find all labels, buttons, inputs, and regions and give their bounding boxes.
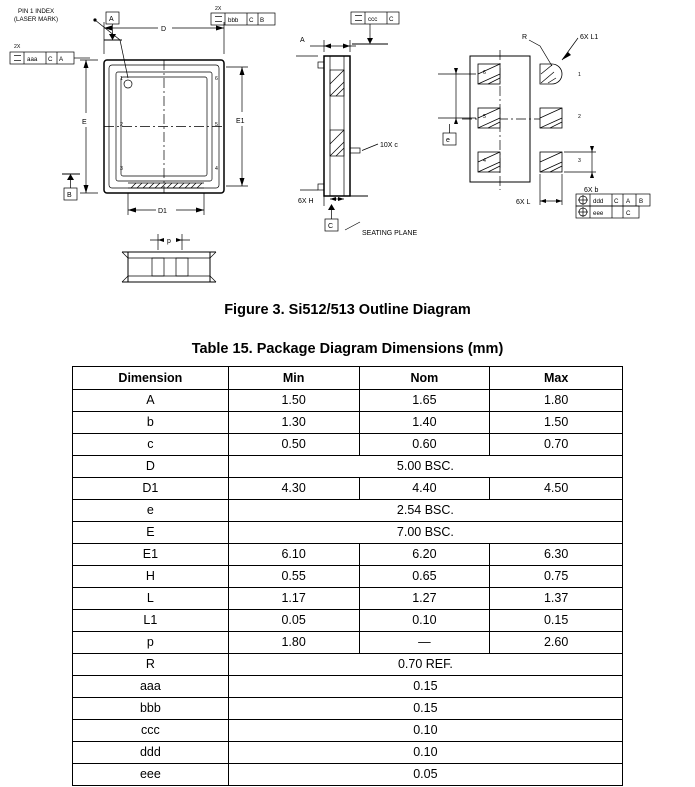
table-header-row — [73, 367, 623, 390]
cell-max: 4.50 — [490, 478, 623, 500]
fcf-bbb-value: bbb — [228, 17, 239, 24]
end-view-body — [128, 252, 210, 282]
table-row — [73, 544, 623, 566]
dimension-R — [522, 34, 552, 66]
table-row — [73, 610, 623, 632]
dimension-D-label: D — [161, 26, 167, 33]
cell-max: 2.60 — [490, 632, 623, 654]
land-pattern-view — [438, 34, 650, 218]
fcf-bbb-datum-c: C — [249, 17, 254, 24]
column-header-max: Max — [490, 367, 623, 390]
dimension-6x-b — [564, 146, 599, 194]
pin1-index-label-line2: (LASER MARK) — [14, 16, 59, 23]
table-row — [73, 764, 623, 786]
table-row — [73, 390, 623, 412]
datum-a-top — [104, 12, 122, 40]
cell-min: 0.55 — [228, 566, 359, 588]
dimension-10x-c-label: 10X c — [380, 142, 398, 149]
cell-min: 1.50 — [228, 390, 359, 412]
plan-pin-number-5: 5 — [215, 122, 218, 128]
cell-dimension: b — [73, 412, 229, 434]
cell-nom: 0.10 — [359, 610, 490, 632]
dimension-e-label: e — [446, 137, 450, 144]
cell-dimension: bbb — [73, 698, 229, 720]
cell-value-span: 0.05 — [228, 764, 622, 786]
cell-value-span: 5.00 BSC. — [228, 456, 622, 478]
cell-min: 0.50 — [228, 434, 359, 456]
table-row — [73, 478, 623, 500]
figure-caption: Figure 3. Si512/513 Outline Diagram — [224, 302, 471, 318]
fcf-ddd-datum-c: C — [614, 198, 619, 205]
dimension-E-label: E — [82, 119, 87, 126]
fcf-bbb-datum-b: B — [260, 17, 265, 24]
fcf-eee-value: eee — [593, 210, 604, 217]
cell-dimension: R — [73, 654, 229, 676]
cell-dimension: p — [73, 632, 229, 654]
seating-plane-datum-letter: C — [328, 223, 334, 230]
dimension-D1-label: D1 — [158, 208, 167, 215]
land-pad-number-6: 6 — [483, 70, 486, 76]
land-pad-number-3: 3 — [578, 158, 581, 164]
dimension-6x-L-label: 6X L — [516, 199, 531, 206]
dimension-6x-L1 — [562, 34, 598, 60]
cell-nom: — — [359, 632, 490, 654]
cell-nom: 6.20 — [359, 544, 490, 566]
dimension-p — [150, 233, 190, 250]
cell-nom: 0.65 — [359, 566, 490, 588]
cell-value-span: 0.70 REF. — [228, 654, 622, 676]
dimension-R-label: R — [522, 34, 528, 41]
land-pad-3 — [540, 152, 562, 172]
fcf-ccc-value: ccc — [368, 16, 378, 23]
land-pads — [478, 64, 562, 172]
dimension-10x-c — [362, 142, 398, 151]
table-row — [73, 412, 623, 434]
cell-nom: 1.27 — [359, 588, 490, 610]
pin1-index-leader-dot — [93, 18, 96, 21]
column-header-nom: Nom — [359, 367, 490, 390]
seating-plane-group — [325, 204, 417, 237]
cell-dimension: ccc — [73, 720, 229, 742]
plan-view — [10, 6, 275, 216]
cell-dimension: A — [73, 390, 229, 412]
cell-value-span: 0.15 — [228, 676, 622, 698]
fcf-aaa-block — [10, 44, 90, 64]
dimension-A-side-label: A — [300, 37, 305, 44]
column-header-dimension: Dimension — [73, 367, 229, 390]
dimension-p-label: p — [167, 238, 171, 245]
table-row — [73, 456, 623, 478]
cell-nom: 4.40 — [359, 478, 490, 500]
cell-min: 1.17 — [228, 588, 359, 610]
table-row — [73, 522, 623, 544]
table-body — [73, 390, 623, 786]
table-row — [73, 632, 623, 654]
plan-pin-number-3: 3 — [120, 166, 123, 172]
outline-diagram-svg — [0, 0, 695, 295]
cell-dimension: L1 — [73, 610, 229, 632]
table-row — [73, 500, 623, 522]
cell-value-span: 0.10 — [228, 720, 622, 742]
cell-min: 1.30 — [228, 412, 359, 434]
cell-dimension: L — [73, 588, 229, 610]
table-caption: Table 15. Package Diagram Dimensions (mm) — [191, 341, 504, 357]
pin1-index-label-line1: PIN 1 INDEX — [18, 8, 55, 15]
cell-dimension: eee — [73, 764, 229, 786]
table-row — [73, 676, 623, 698]
table-row — [73, 654, 623, 676]
land-pad-5 — [478, 108, 500, 128]
plan-pin-number-4: 4 — [215, 166, 218, 172]
dimension-A-side — [296, 37, 356, 56]
cell-nom: 1.40 — [359, 412, 490, 434]
dimension-6x-H-label: 6X H — [298, 198, 314, 205]
cell-dimension: aaa — [73, 676, 229, 698]
cell-max: 1.50 — [490, 412, 623, 434]
cell-dimension: D1 — [73, 478, 229, 500]
cell-value-span: 7.00 BSC. — [228, 522, 622, 544]
fcf-eee-datum: C — [626, 210, 631, 217]
dimension-6x-L1-label: 6X L1 — [580, 34, 599, 41]
fcf-aaa-value: aaa — [27, 56, 38, 63]
cell-max: 0.15 — [490, 610, 623, 632]
cell-max: 1.80 — [490, 390, 623, 412]
cell-min: 6.10 — [228, 544, 359, 566]
land-pad-number-5: 5 — [483, 114, 486, 120]
table-row — [73, 720, 623, 742]
cell-max: 1.37 — [490, 588, 623, 610]
dimension-E1 — [226, 67, 252, 186]
cell-min: 0.05 — [228, 610, 359, 632]
label-2x-top: 2X — [215, 6, 222, 12]
column-header-min: Min — [228, 367, 359, 390]
cell-min: 1.80 — [228, 632, 359, 654]
end-view-feature-right — [176, 258, 188, 276]
land-pad-number-2: 2 — [578, 114, 581, 120]
cell-nom: 1.65 — [359, 390, 490, 412]
cell-max: 0.70 — [490, 434, 623, 456]
end-view-p — [122, 233, 216, 282]
side-view — [296, 12, 417, 237]
cell-dimension: E — [73, 522, 229, 544]
cell-value-span: 2.54 BSC. — [228, 500, 622, 522]
cell-value-span: 0.15 — [228, 698, 622, 720]
plan-pin-number-6: 6 — [215, 76, 218, 82]
table-row — [73, 742, 623, 764]
cell-dimension: D — [73, 456, 229, 478]
datum-b-bottom — [62, 174, 80, 200]
package-dimensions-table-wrap — [72, 366, 623, 786]
dimension-E — [79, 60, 98, 193]
cell-dimension: E1 — [73, 544, 229, 566]
fcf-bbb-block — [211, 6, 275, 25]
plan-pin-number-1: 1 — [120, 76, 123, 82]
land-pad-6 — [478, 64, 500, 84]
cell-dimension: ddd — [73, 742, 229, 764]
bottom-edge-hatching — [128, 183, 204, 188]
table-row — [73, 566, 623, 588]
outline-diagram-figure — [0, 0, 695, 295]
fcf-ccc-block — [351, 12, 399, 44]
cell-dimension: H — [73, 566, 229, 588]
dimension-6x-L — [516, 174, 562, 206]
cell-dimension: c — [73, 434, 229, 456]
land-pad-number-1: 1 — [578, 72, 581, 78]
dimension-6x-b-label: 6X b — [584, 187, 599, 194]
pin1-index-mark — [124, 80, 132, 88]
side-view-terminal-hatching — [330, 70, 344, 156]
cell-max: 0.75 — [490, 566, 623, 588]
cell-min: 4.30 — [228, 478, 359, 500]
cell-nom: 0.60 — [359, 434, 490, 456]
datum-b-letter: B — [67, 192, 72, 199]
cell-dimension: e — [73, 500, 229, 522]
dimension-E1-label: E1 — [236, 118, 245, 125]
table-row — [73, 588, 623, 610]
cell-value-span: 0.10 — [228, 742, 622, 764]
land-pad-2 — [540, 108, 562, 128]
fcf-ddd-eee-block — [576, 194, 650, 218]
seating-plane-label: SEATING PLANE — [362, 230, 418, 237]
cell-max: 6.30 — [490, 544, 623, 566]
fcf-aaa-datum-c: C — [48, 56, 53, 63]
dimension-6x-H — [298, 190, 344, 206]
dimension-D1 — [128, 193, 204, 216]
fcf-ddd-datum-a: A — [626, 198, 631, 205]
fcf-ccc-datum: C — [389, 16, 394, 23]
fcf-ddd-datum-b: B — [639, 198, 644, 205]
land-pad-4 — [478, 152, 500, 172]
fcf-aaa-datum-a: A — [59, 56, 64, 63]
table-row — [73, 434, 623, 456]
datum-a-letter: A — [109, 16, 114, 23]
end-view-feature-left — [152, 258, 164, 276]
fcf-ddd-value: ddd — [593, 198, 604, 205]
side-view-lead — [350, 148, 360, 153]
table-row — [73, 698, 623, 720]
plan-pin-number-2: 2 — [120, 122, 123, 128]
land-pad-number-4: 4 — [483, 158, 486, 164]
label-2x-left: 2X — [14, 44, 21, 50]
package-dimensions-table — [72, 366, 623, 786]
